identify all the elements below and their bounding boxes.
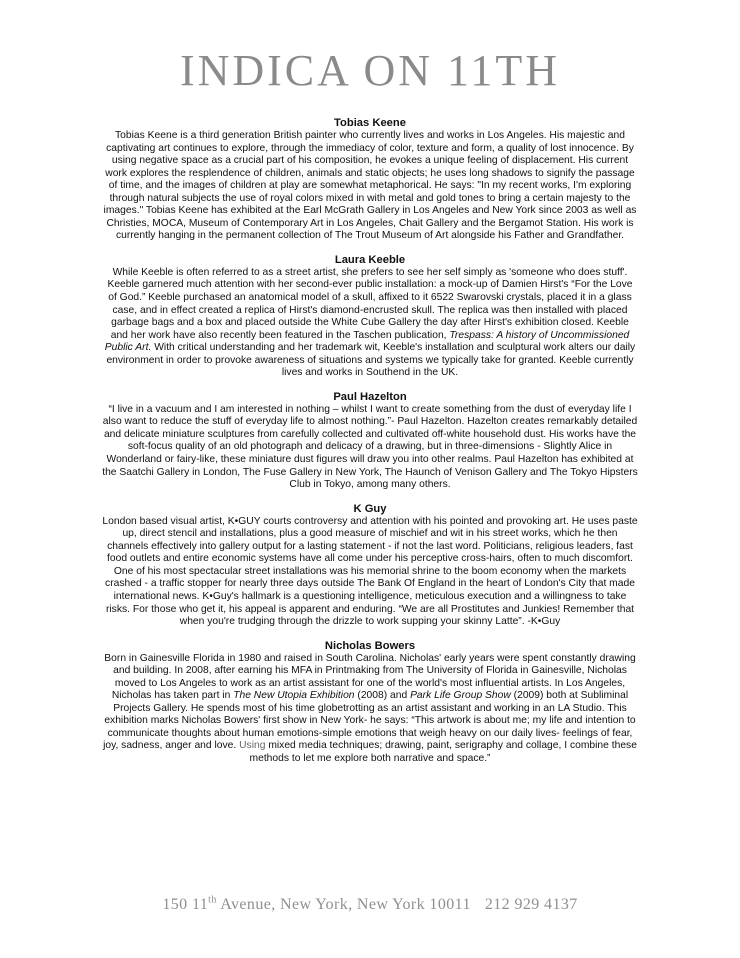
bio-text-part: Born in Gainesville Florida in 1980 and raised in South Carolina. Nicholas' early years were spent constantly drawing and building. In 2008, after earning his MFA in Printmaking from The University of Florida in Gainesville, Nicholas moved to Los Angeles to work as an artist assistant for one of the world's most influential artists. In Los Angeles, Nicholas has taken part in [104, 652, 636, 702]
bio-text-part: While Keeble is often referred to as a street artist, she prefers to see her self simply as 'someone who does stuff'. Keeble garnered much attention with her second-ever public installation: a mock-up of Damien Hirst's “For the Love of God.” Keeble purchased an anatomical model of a skull, affixed to it 6522 Swarovski crystals, placed it in a glass case, and in effect created a replica of Hirst's diamond-encrusted skull. The replica was then installed with placed garbage bags and a box and placed outside the White Cube Gallery the day after Hirst's exhibition closed. Keeble and her work have also recently been featured in the Taschen publication, [107, 266, 633, 341]
artist-bio-text: London based visual artist, K•GUY courts controversy and attention with his pointed and provoking art. He uses paste up, direct stencil and installations, plus a good measure of mischief and wit in his street works, which he then channels effectively into gallery output for a lasting statement - if not the last word. Politicians, religious leaders, fast food outlets and entire economic systems have all come under his perceptive cross-hairs, often to much discomfort. One of his most spectacular street installations was his memorial shrine to the boom economy when the markets crashed - a traffic stopper for nearly three days outside The Bank Of England in the heart of London's City that made international news. K•Guy's hallmark is a questioning intelligence, meticulous execution and a willingness to take risks. For those who get it, his appeal is apparent and enduring. “We are all Prostitutes and Junkies! Remember that when you're trudging through the drizzle to work supping your skinny Latte”. -K•Guy [102, 515, 638, 628]
bio-nicholas-bowers [102, 639, 638, 766]
gallery-address [0, 896, 740, 914]
bio-text-part: mixed media techniques; drawing, paint, serigraphy and collage, I combine these methods to let me explore both narrative and space.” [249, 740, 637, 764]
bio-text-part: (2008) and [354, 690, 411, 702]
bio-text-part: With critical understanding and her trademark wit, Keeble's installation and sculptural work alters our daily environment in order to provoke awareness of situations and systems we typically take for granted. Keeble currently lives and works in Southend in the UK. [106, 342, 636, 379]
ordinal-suffix: th [208, 894, 217, 906]
artist-name: Laura Keeble [334, 253, 406, 266]
artist-bio-text [102, 267, 638, 380]
artist-bio-text: Tobias Keene is a third generation British painter who currently lives and works in Los Angeles. His majestic and captivating art continues to explore, through the immediacy of color, texture and form, a quality of lost innocence. By using negative space as a crucial part of his composition, he evokes a unique feeling of displacement. His current work explores the resplendence of children, animals and static objects; he uses long shadows to signify the passage of time, and the images of children at play are somewhat metaphorical. He says: "In my recent works, I'm exploring through natural subjects the use of royal colors mixed in with metal and gold tones to bring a certain majesty to the images." Tobias Keene has exhibited at the Earl McGrath Gallery in Los Angeles and New York since 2003 as well as Christies, MOCA, Museum of Contemporary Art in Los Angeles, Chait Gallery and the Bergamot Station. His work is currently hanging in the permanent collection of The Trout Museum of Art alongside his Father and Grandfather. [103, 130, 637, 242]
phone-number: 212 929 4137 [484, 896, 578, 913]
artist-name: Tobias Keene [334, 117, 406, 129]
bio-tobias-keene [102, 116, 638, 243]
artist-name: Nicholas Bowers [324, 639, 416, 652]
street-address: Avenue, New York, New York 10011 [216, 896, 471, 913]
bio-k-guy [102, 502, 638, 629]
gallery-title: INDICA ON 11TH [179, 46, 561, 95]
artist-bio-text [102, 653, 638, 766]
group-show-title: Park Life Group Show [410, 690, 511, 702]
bio-paul-hazelton [102, 390, 638, 492]
artist-name: K Guy [353, 502, 387, 515]
bio-laura-keeble [102, 253, 638, 380]
bio-text-part: Using [236, 740, 266, 752]
artist-name: Paul Hazelton [333, 390, 407, 403]
exhibition-title: The New Utopia Exhibition [233, 690, 355, 702]
artist-bios [102, 116, 638, 776]
bio-text-part: (2009) both at Subliminal Projects Gallery. He spends most of his time globetrotting as an artist assistant and working in an LA Studio. This exhibition marks Nicholas Bowers' first show in New York- he says: “This artwork is about me; my life and intention to communicate thoughts about human emotions-simple emotions that weigh heavy on our daily lives- feelings of fear, joy, sadness, anger and love. [103, 690, 636, 752]
street-number: 150 11 [162, 896, 209, 913]
artist-bio-text: “I live in a vacuum and I am interested in nothing – whilst I want to create something from the dust of everyday life I also want to reduce the stuff of everyday life to almost nothing.”- Paul Hazelton. Hazelton creates remarkably detailed and delicate miniature sculptures from carefully collected and cultivated off-white household dust. His works have the soft-focus quality of an old photograph and delicacy of a drawing, but in three-dimensions - Slightly Alice in Wonderland or fairy-like, these miniature dust figures will draw you into other realms. Paul Hazelton has exhibited at the Saatchi Gallery in London, The Fuse Gallery in New York, The Haunch of Venison Gallery and The Tokyo Hipsters Club in Tokyo, among many others. [102, 403, 638, 491]
publication-title: Trespass: A history of Uncommissioned Public Art. [104, 329, 630, 354]
